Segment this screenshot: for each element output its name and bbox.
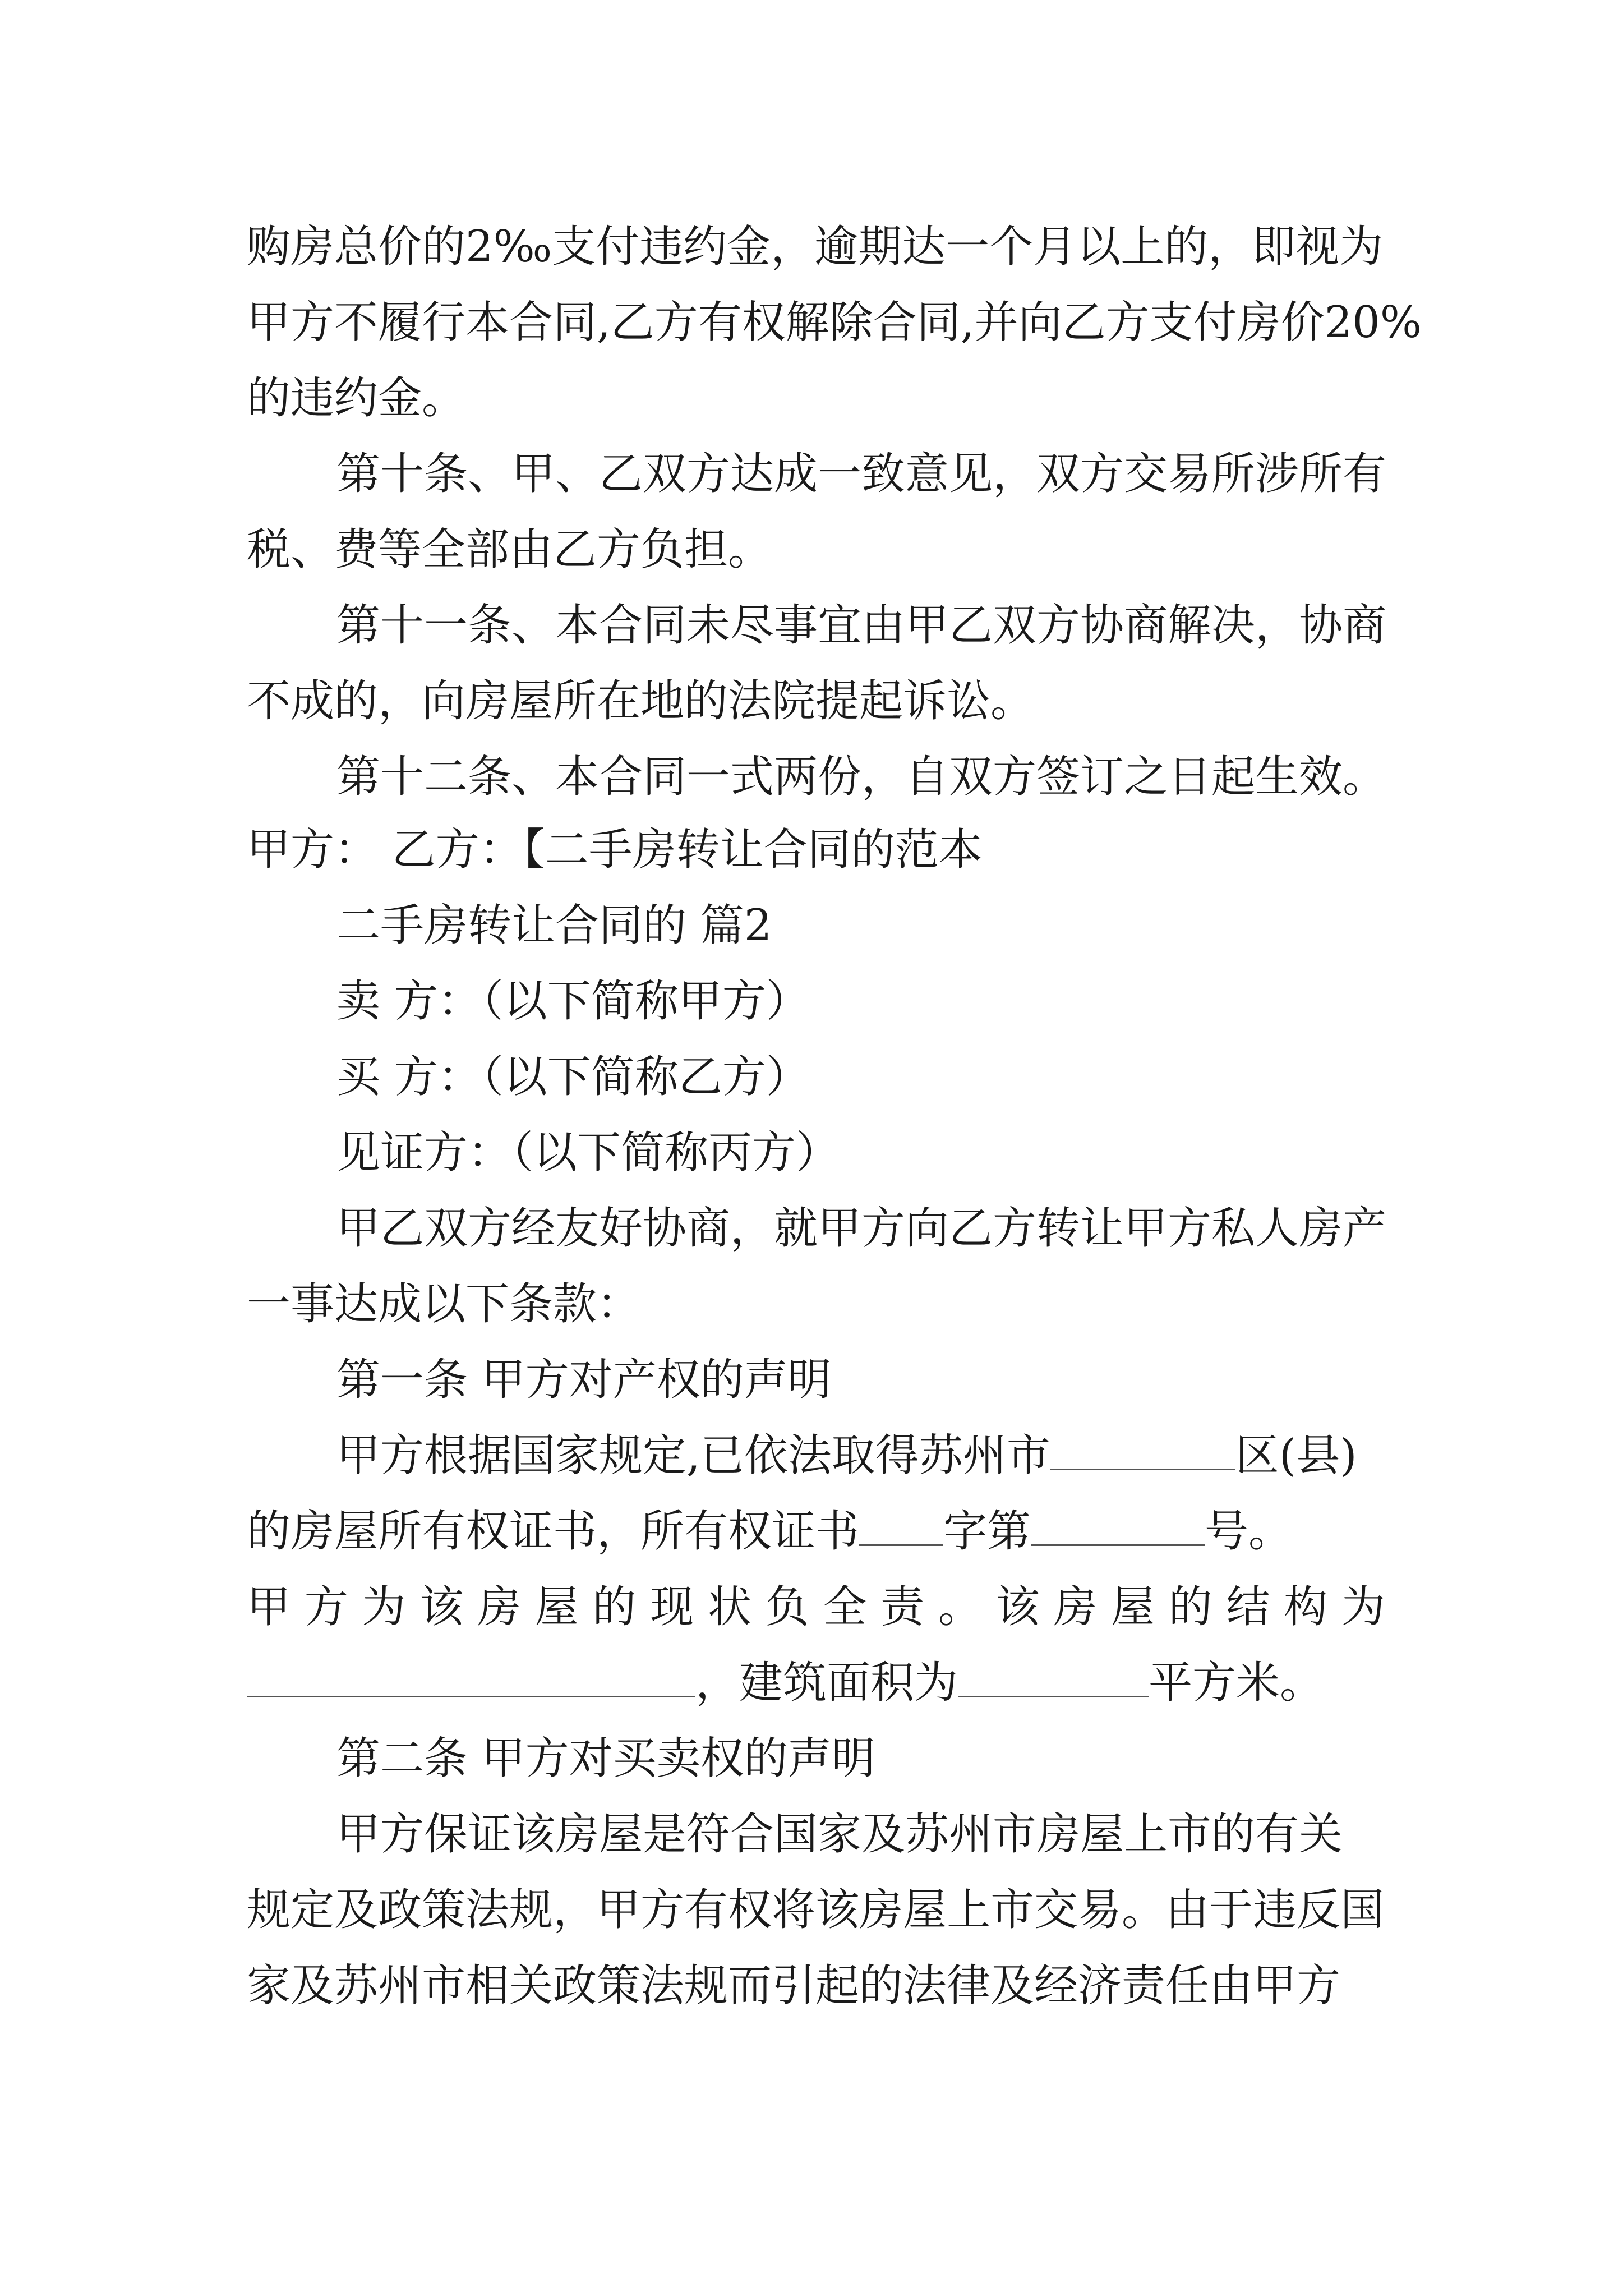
char: 屋 — [1111, 1582, 1155, 1632]
text-line: 甲方不履行本合同,乙方有权解除合同,并向乙方支付房价20% — [247, 297, 1422, 348]
text-line: 的违约金。 — [247, 373, 466, 424]
char: 现 — [650, 1582, 694, 1632]
certificate-line — [247, 1495, 1292, 1568]
char: 房 — [1053, 1582, 1098, 1632]
char: 状 — [707, 1582, 751, 1632]
certificate-number-blank — [1031, 1510, 1205, 1546]
structure-blank — [247, 1661, 695, 1697]
clause-10-line: 第十条、甲、乙双方达成一致意见，双方交易所涉所有 — [336, 449, 1387, 499]
char: 甲 — [247, 1582, 291, 1632]
text-segment: 号。 — [1205, 1506, 1293, 1557]
clause-11-line: 第十一条、本合同未尽事宜由甲乙双方协商解决，协商 — [336, 600, 1387, 651]
char: 的 — [592, 1582, 637, 1632]
char: 构 — [1284, 1582, 1328, 1632]
certificate-prefix-blank — [859, 1510, 943, 1546]
text-line: 甲方保证该房屋是符合国家及苏州市房屋上市的有关 — [336, 1809, 1343, 1860]
clause-1-heading: 第一条 甲方对产权的声明 — [336, 1355, 832, 1405]
signature-line: 甲方： 乙方：【二手房转让合同的范本 — [247, 825, 983, 875]
char: 责 — [880, 1582, 925, 1632]
text-line: 一事达成以下条款： — [247, 1279, 641, 1329]
char: 结 — [1226, 1582, 1270, 1632]
text-line: 税、费等全部由乙方负担。 — [247, 524, 772, 575]
text-line: 购房总价的2‰支付违约金，逾期达一个月以上的，即视为 — [247, 222, 1384, 272]
char: 该 — [419, 1582, 464, 1632]
char: 的 — [1168, 1582, 1212, 1632]
text-segment: ，建筑面积为 — [695, 1658, 958, 1708]
district-blank — [1050, 1434, 1235, 1470]
area-line — [247, 1646, 1324, 1719]
text-line: 不成的，向房屋所在地的法院提起诉讼。 — [247, 676, 1035, 726]
buyer-line: 买 方：（以下简称乙方） — [336, 1052, 810, 1102]
char: 该 — [995, 1582, 1040, 1632]
seller-line: 卖 方：（以下简称甲方） — [336, 976, 810, 1027]
clause-12-line: 第十二条、本合同一式两份，自双方签订之日起生效。 — [336, 752, 1387, 802]
text-segment: 字第 — [943, 1506, 1031, 1557]
area-blank — [958, 1661, 1149, 1697]
section-heading: 二手房转让合同的 篇2 — [336, 900, 772, 951]
text-line: 甲乙双方经友好协商，就甲方向乙方转让甲方私人房产 — [336, 1203, 1387, 1254]
text-segment: 的房屋所有权证书，所有权证书 — [247, 1506, 860, 1557]
char: 方 — [304, 1582, 348, 1632]
char: 房 — [477, 1582, 521, 1632]
char: 全 — [823, 1582, 867, 1632]
char: 。 — [938, 1582, 982, 1632]
char: 为 — [1341, 1582, 1385, 1632]
char: 为 — [362, 1582, 406, 1632]
char: 负 — [765, 1582, 809, 1632]
structure-line — [247, 1571, 1385, 1644]
text-segment: 甲方根据国家规定,已依法取得苏州市 — [336, 1430, 1050, 1481]
text-segment: 平方米。 — [1149, 1658, 1324, 1708]
witness-line: 见证方：（以下简称丙方） — [336, 1128, 840, 1178]
text-line: 规定及政策法规，甲方有权将该房屋上市交易。由于违反国 — [247, 1885, 1385, 1935]
property-district-line — [336, 1419, 1357, 1492]
text-line: 家及苏州市相关政策法规而引起的法律及经济责任由甲方 — [247, 1961, 1341, 2011]
text-segment: 区(县) — [1235, 1430, 1357, 1481]
char: 屋 — [534, 1582, 579, 1632]
clause-2-heading: 第二条 甲方对买卖权的声明 — [336, 1733, 875, 1784]
